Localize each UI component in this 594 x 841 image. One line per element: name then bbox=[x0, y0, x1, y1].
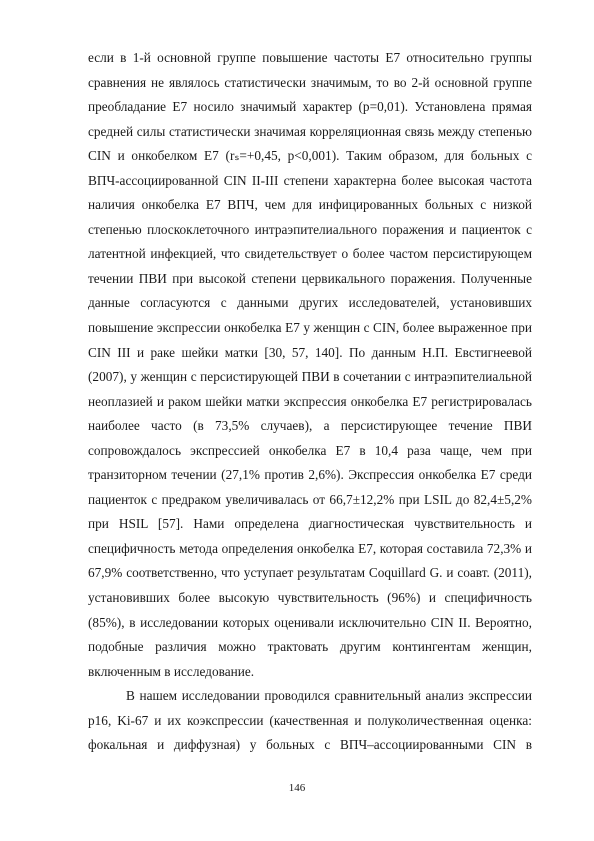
page-number: 146 bbox=[288, 782, 306, 794]
paragraph-1: если в 1-й основной группе повышение частоты Е7 относительно группы сравнения не являлось статистически значимым, то во 2-й основной группе преобладание Е7 носило значимый характер (p=0,01). Установлена прямая средней силы статистически значимая корреляционная связь между степенью CIN и онкобелком Е7 (rₛ=+0,45, p<0,001). Таким образом, для больных с ВПЧ-ассоциированной CIN II-III степени характерна более высокая частота наличия онкобелка Е7 ВПЧ, чем для инфицированных больных с низкой степенью плоскоклеточного интраэпителиального поражения и пациенток с латентной инфекцией, что свидетельствует о более частом персистирующем течении ПВИ при высокой степени цервикального поражения. Полученные данные согласуются с данными других исследователей, установивших повышение экспрессии онкобелка Е7 у женщин с CIN, более выраженное при CIN III и раке шейки матки [30, 57, 140]. По данным Н.П. Евстигнеевой (2007), у женщин с персистирующей ПВИ в сочетании с интраэпителиальной неоплазией и раком шейки матки экспрессия онкобелка Е7 регистрировалась наиболее часто (в 73,5% случаев), а персистирующее течение ПВИ сопровождалось экспрессией онкобелка Е7 в 10,4 раза чаще, чем при транзиторном течении (27,1% против 2,6%). Экспрессия онкобелка Е7 среди пациенток с предраком увеличивалась от 66,7±12,2% при LSIL до 82,4±5,2% при HSIL [57]. Нами определена диагностическая чувствительность и специфичность метода определения онкобелка Е7, которая составила 72,3% и 67,9% соответственно, что уступает результатам Coquillard G. и соавт. (2011), установивших более высокую чувствительность (96%) и специфичность (85%), в исследовании которых оценивали исключительно CIN II. Вероятно, подобные различия можно трактовать другим контингентам женщин, включенным в исследование. bbox=[88, 50, 532, 679]
paragraph-2: В нашем исследовании проводился сравнительный анализ экспрессии p16, Ki-67 и их коэкспрессии (качественная и полуколичественная оценка: фокальная и диффузная) у больных с ВПЧ–ассоциированными CIN в bbox=[88, 688, 532, 753]
body-text bbox=[88, 46, 532, 758]
